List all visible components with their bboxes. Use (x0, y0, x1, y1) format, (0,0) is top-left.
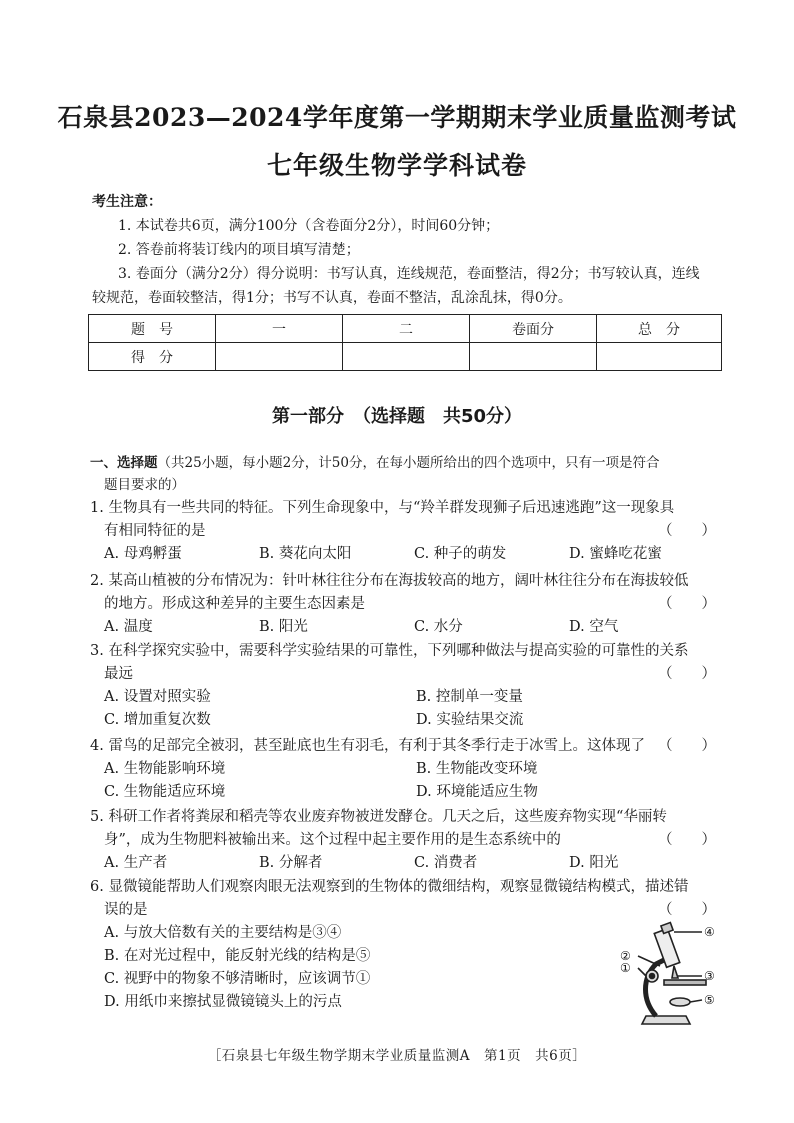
question-text: 4. 雷鸟的足部完全被羽，甚至趾底也生有羽毛，有利于其冬季行走于冰雪上。这体现了 (90, 738, 645, 754)
option-d[interactable]: D. 蜜蜂吃花蜜 (569, 546, 662, 562)
option-c[interactable]: C. 增加重复次数 (104, 712, 211, 728)
option-d[interactable]: D. 用纸巾来擦拭显微镜镜头上的污点 (104, 994, 342, 1010)
exam-title: 石泉县2023—2024学年度第一学期期末学业质量监测考试 (57, 103, 737, 132)
question-options (90, 686, 730, 709)
question-3 (90, 640, 730, 732)
question-text-cont (90, 520, 730, 543)
question-text-cont-label: 有相同特征的是 (104, 523, 206, 539)
option-c[interactable]: C. 生物能适应环境 (104, 784, 226, 800)
question-options (90, 709, 730, 732)
notice-item: 1. 本试卷共6页，满分100分（含卷面分2分），时间60分钟； (118, 218, 500, 234)
option-c[interactable]: C. 水分 (414, 619, 463, 635)
question-options (90, 852, 730, 875)
figure-label-1: ① (620, 961, 631, 975)
exam-subtitle: 七年级生物学学科试卷 (266, 151, 527, 180)
part-title: 第一部分 （选择题 共50分） (271, 406, 523, 427)
score-header-cell: 总 分 (597, 315, 722, 343)
section-description: （共25小题，每小题2分，计50分，在每小题所给出的四个选项中，只有一项是符合 (157, 455, 660, 471)
option-d[interactable]: D. 空气 (569, 619, 619, 635)
option-a[interactable]: A. 母鸡孵蛋 (104, 546, 182, 562)
figure-label-3: ③ (704, 969, 715, 983)
question-text-cont-label: 身”，成为生物肥料被输出来。这个过程中起主要作用的是生态系统中的 (104, 832, 561, 848)
section-description-cont: 题目要求的） (104, 477, 185, 493)
score-header-cell: 二 (343, 315, 470, 343)
notice-item-continuation: 较规范，卷面较整洁，得1分；书写不认真，卷面不整洁，乱涂乱抹，得0分。 (92, 290, 572, 306)
option-d[interactable]: D. 阳光 (569, 855, 619, 871)
section-heading (90, 452, 730, 496)
option-a[interactable]: A. 温度 (104, 619, 153, 635)
score-cell-total[interactable] (597, 343, 722, 371)
microscope-drawing (638, 923, 706, 1024)
figure-label-2: ② (620, 949, 631, 963)
option-c[interactable]: C. 消费者 (414, 855, 478, 871)
answer-blank[interactable]: （ ） (658, 832, 716, 848)
question-text-cont (90, 663, 730, 686)
option-d[interactable]: D. 实验结果交流 (416, 712, 524, 728)
answer-blank[interactable]: （ ） (658, 596, 716, 612)
question-text-cont-label: 误的是 (104, 902, 148, 918)
notice-item: 2. 答卷前将装订线内的项目填写清楚； (118, 242, 360, 258)
notice-item: 3. 卷面分（满分2分）得分说明：书写认真，连线规范，卷面整洁，得2分；书写较认真，连线 (118, 266, 700, 282)
score-row-label: 得 分 (89, 343, 216, 371)
microscope-figure (612, 920, 724, 1032)
question-options (90, 758, 730, 781)
option-b[interactable]: B. 控制单一变量 (416, 689, 523, 705)
option-a[interactable]: A. 生物能影响环境 (104, 761, 226, 777)
answer-blank[interactable]: （ ） (658, 666, 716, 682)
answer-blank[interactable]: （ ） (658, 523, 716, 539)
candidate-notice (92, 190, 732, 310)
section-label: 一、选择题 (90, 455, 158, 471)
option-b[interactable]: B. 生物能改变环境 (416, 761, 538, 777)
question-text: 5. 科研工作者将粪尿和稻壳等农业废弃物被迸发酵仓。几天之后，这些废弃物实现“华丽转 (90, 809, 667, 825)
question-options (90, 781, 730, 804)
score-cell-part1[interactable] (216, 343, 343, 371)
question-text-cont (90, 593, 730, 616)
question-text: 6. 显微镜能帮助人们观察肉眼无法观察到的生物体的微细结构，观察显微镜结构模式，描述错 (90, 879, 689, 895)
answer-blank[interactable]: （ ） (658, 902, 716, 918)
score-cell-part2[interactable] (343, 343, 470, 371)
question-text-cont (90, 829, 730, 852)
option-a[interactable]: A. 与放大倍数有关的主要结构是③④ (104, 925, 342, 941)
score-header-cell: 卷面分 (470, 315, 597, 343)
question-text-cont-label: 的地方。形成这种差异的主要生态因素是 (104, 596, 365, 612)
figure-label-5: ⑤ (704, 993, 715, 1007)
option-b[interactable]: B. 葵花向太阳 (259, 546, 352, 562)
option-b[interactable]: B. 分解者 (259, 855, 323, 871)
question-text-cont (90, 899, 730, 922)
score-table-score-row (89, 343, 722, 371)
question-text-cont-label: 最远 (104, 666, 133, 682)
question-options (90, 543, 730, 566)
option-a[interactable]: A. 设置对照实验 (104, 689, 211, 705)
score-header-cell: 题 号 (89, 315, 216, 343)
notice-heading: 考生注意： (92, 194, 162, 210)
question-text: 1. 生物具有一些共同的特征。下列生命现象中，与“羚羊群发现狮子后迅速逃跑”这一现象具 (90, 500, 675, 516)
question-text-line (90, 735, 730, 758)
figure-label-4: ④ (704, 925, 715, 939)
score-header-cell: 一 (216, 315, 343, 343)
question-5 (90, 806, 730, 875)
option-b[interactable]: B. 在对光过程中，能反射光线的结构是⑤ (104, 948, 371, 964)
option-c[interactable]: C. 种子的萌发 (414, 546, 507, 562)
question-options (90, 616, 730, 639)
question-text: 3. 在科学探究实验中，需要科学实验结果的可靠性，下列哪种做法与提高实验的可靠性的关系 (90, 643, 689, 659)
option-d[interactable]: D. 环境能适应生物 (416, 784, 538, 800)
score-table-header-row (89, 315, 722, 343)
question-text: 2. 某高山植被的分布情况为：针叶林往往分布在海拔较高的地方，阔叶林往往分布在海拔较低 (90, 573, 689, 589)
score-table (88, 314, 722, 371)
question-1 (90, 497, 730, 566)
answer-blank[interactable]: （ ） (658, 738, 716, 754)
question-2 (90, 570, 730, 639)
option-a[interactable]: A. 生产者 (104, 855, 168, 871)
option-b[interactable]: B. 阳光 (259, 619, 308, 635)
score-cell-neatness[interactable] (470, 343, 597, 371)
question-4 (90, 735, 730, 804)
option-c[interactable]: C. 视野中的物象不够清晰时，应该调节① (104, 971, 371, 987)
page-footer: ［石泉县七年级生物学期末学业质量监测A 第1页 共6页］ (207, 1048, 587, 1064)
